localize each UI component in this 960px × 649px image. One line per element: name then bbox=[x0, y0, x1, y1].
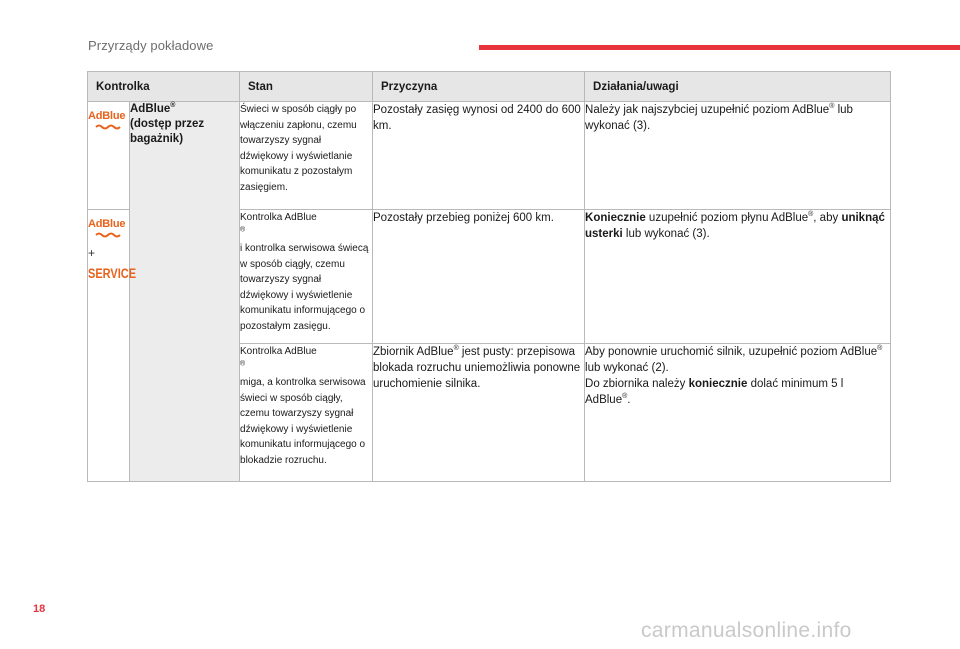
action-cell: Koniecznie uzupełnić poziom płynu AdBlue®, aby uniknąć usterki lub wykonać (3). bbox=[585, 210, 891, 344]
plus-sign: + bbox=[88, 246, 96, 260]
accent-bar bbox=[479, 45, 960, 50]
state-cell: Kontrolka AdBlue ® miga, a kontrolka serwisowa świeci w sposób ciągły, czemu towarzyszy sygnał dźwiękowy i wyświetlenie komunikatu informującego o blokadzie rozruchu. bbox=[240, 344, 373, 482]
state-cell: Świeci w sposób ciągły po włączeniu zapłonu, czemu towarzyszy sygnał dźwiękowy i wyświetlanie komunikatu z pozostałym zasięgiem. bbox=[240, 102, 373, 210]
table-row bbox=[88, 102, 891, 210]
service-icon: SERVICE bbox=[88, 266, 137, 282]
state-cell: Kontrolka AdBlue ® i kontrolka serwisowa świecą w sposób ciągły, czemu towarzyszy sygnał dźwiękowy i wyświetlenie komunikatu informującego o pozostałym zasięgu. bbox=[240, 210, 373, 344]
adblue-icon: AdBlue bbox=[88, 110, 126, 122]
adblue-indicator-cell bbox=[88, 102, 130, 210]
wave-icon bbox=[95, 232, 123, 238]
cause-cell: Pozostały przebieg poniżej 600 km. bbox=[373, 210, 585, 344]
watermark: carmanualsonline.info bbox=[641, 619, 852, 642]
action-cell: Należy jak najszybciej uzupełnić poziom AdBlue® lub wykonać (3). bbox=[585, 102, 891, 210]
column-header-kontrolka: Kontrolka bbox=[88, 72, 240, 102]
table-header-row bbox=[88, 72, 891, 102]
column-header-stan: Stan bbox=[240, 72, 373, 102]
cause-cell: Pozostały zasięg wynosi od 2400 do 600 km. bbox=[373, 102, 585, 210]
wave-icon bbox=[95, 124, 123, 130]
page-number: 18 bbox=[33, 603, 46, 615]
action-cell: Aby ponownie uruchomić silnik, uzupełnić poziom AdBlue® lub wykonać (2). Do zbiornika należy koniecznie dolać minimum 5 l AdBlue®. bbox=[585, 344, 891, 482]
indicator-name: AdBlue® (dostęp przez bagażnik) bbox=[130, 102, 240, 482]
column-header-przyczyna: Przyczyna bbox=[373, 72, 585, 102]
column-header-dzialania: Działania/uwagi bbox=[585, 72, 891, 102]
section-title: Przyrządy pokładowe bbox=[88, 38, 214, 53]
adblue-service-indicator-cell bbox=[88, 210, 137, 482]
cause-cell: Zbiornik AdBlue® jest pusty: przepisowa blokada rozruchu uniemożliwia ponowne uruchomienie silnika. bbox=[373, 344, 585, 482]
adblue-icon: AdBlue bbox=[88, 218, 126, 230]
warning-lights-table bbox=[87, 71, 891, 482]
